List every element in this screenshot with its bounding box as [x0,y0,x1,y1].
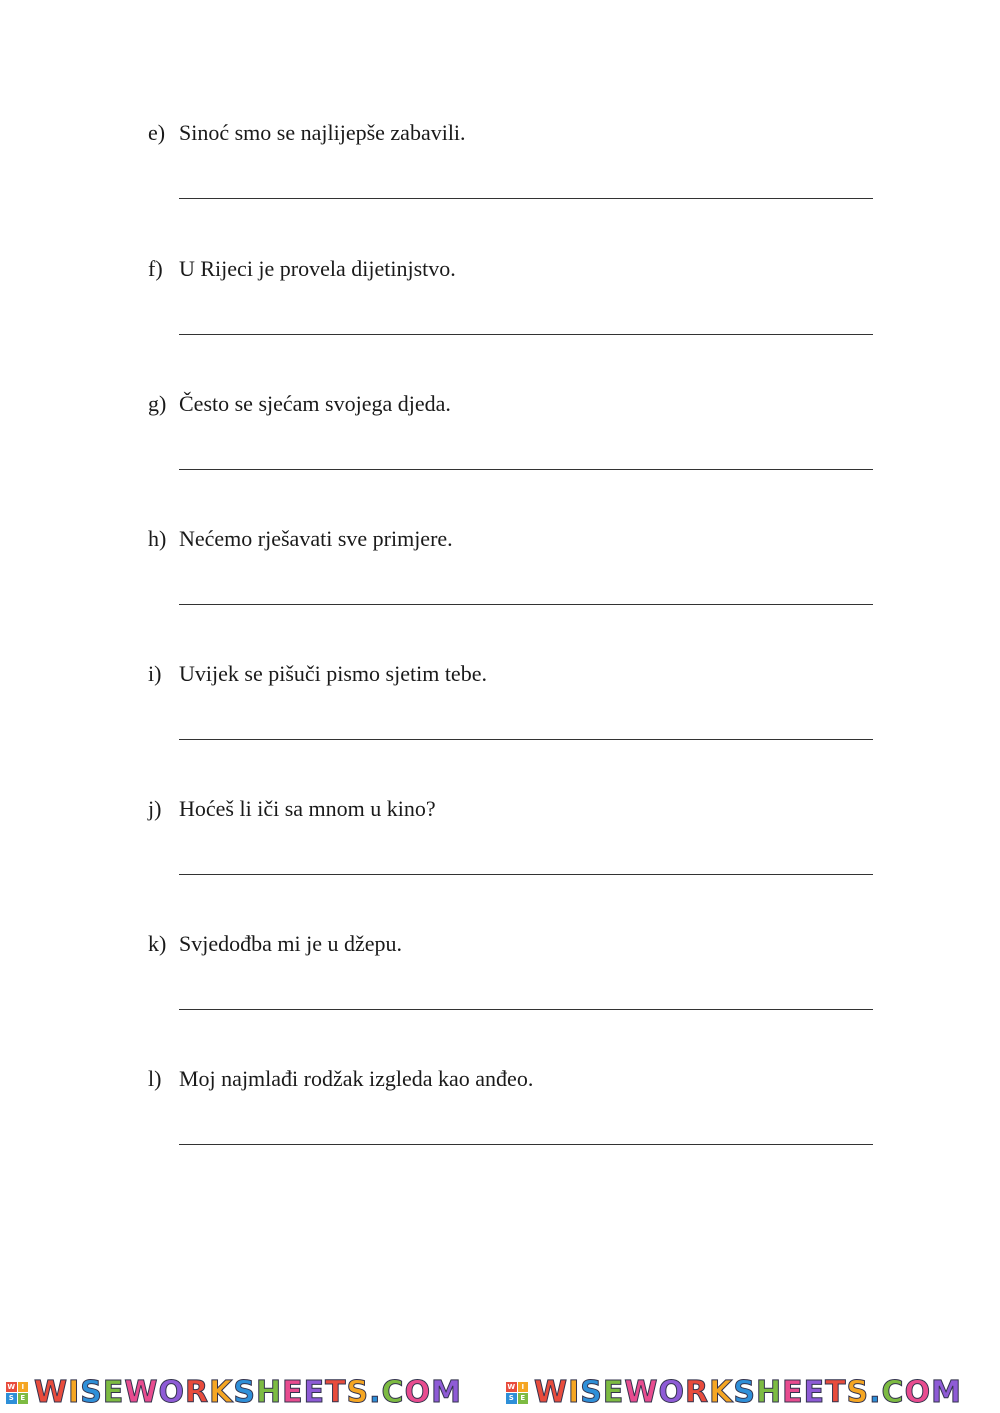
brand-logo [6,1382,28,1404]
brand-letter: E [282,1375,304,1410]
brand-letter: E [102,1375,125,1410]
item-sentence: Često se sjećam svojega djeda. [179,391,451,416]
brand-letter: I [568,1375,581,1410]
brand-letter: . [869,1375,882,1410]
answer-line[interactable] [179,874,873,875]
answer-line[interactable] [179,469,873,470]
item-letter: i) [148,661,162,686]
exercise-item-e [148,120,888,146]
logo-tile: I [518,1382,529,1393]
brand-letter: S [846,1375,870,1410]
footer-watermark [0,1372,1000,1413]
brand-letter: W [34,1375,69,1410]
logo-tile: S [506,1393,517,1404]
brand-letter: O [904,1375,932,1410]
exercise-item-i [148,661,888,687]
brand-letter: H [755,1375,783,1410]
brand-logo [506,1382,528,1404]
brand-letter: S [80,1375,103,1410]
brand-letter: W [124,1375,159,1410]
brand-letter: W [624,1375,659,1410]
brand-letter: S [733,1375,756,1410]
exercise-item-k [148,931,888,957]
item-letter: f) [148,256,163,281]
item-sentence: Hoćeš li iči sa mnom u kino? [179,796,436,821]
brand-letter: S [346,1375,370,1410]
exercise-item-j [148,796,888,822]
brand-name [34,1372,462,1413]
logo-tile: W [7,1382,16,1391]
brand-letter: H [255,1375,283,1410]
brand-letter: E [782,1375,804,1410]
brand-letter: I [68,1375,81,1410]
brand-text [534,1372,962,1413]
brand-letter: S [233,1375,256,1410]
item-sentence: Moj najmlađi rodžak izgleda kao anđeo. [179,1066,534,1091]
answer-line[interactable] [179,334,873,335]
item-sentence: Uvijek se pišuči pismo sjetim tebe. [179,661,487,686]
brand-letter: M [431,1375,462,1410]
brand-letter: R [184,1375,210,1410]
item-sentence: Nećemo rješavati sve primjere. [179,526,453,551]
brand-letter: T [325,1375,347,1410]
brand-letter: . [369,1375,382,1410]
answer-line[interactable] [179,1009,873,1010]
brand-letter: O [404,1375,432,1410]
brand-watermark [0,1372,500,1413]
item-letter: e) [148,120,166,145]
answer-line[interactable] [179,604,873,605]
brand-letter: M [931,1375,962,1410]
answer-line[interactable] [179,198,873,199]
logo-tile: E [518,1393,529,1404]
item-letter: l) [148,1066,162,1091]
brand-letter: E [602,1375,625,1410]
logo-tile: I [18,1382,29,1393]
item-letter: g) [148,391,167,416]
answer-line[interactable] [179,739,873,740]
brand-letter: O [158,1375,185,1410]
brand-text [34,1372,462,1413]
item-sentence: Sinoć smo se najlijepše zabavili. [179,120,466,145]
brand-letter: C [881,1375,905,1410]
brand-letter: K [709,1375,734,1410]
brand-letter: O [658,1375,685,1410]
logo-tile: W [507,1382,516,1391]
item-letter: h) [148,526,167,551]
brand-watermark [500,1372,1000,1413]
brand-letter: R [684,1375,710,1410]
item-sentence: U Rijeci je provela dijetinjstvo. [179,256,456,281]
brand-letter: K [209,1375,234,1410]
exercise-item-g [148,391,888,417]
brand-letter: C [381,1375,405,1410]
exercise-item-h [148,526,888,552]
item-letter: k) [148,931,167,956]
answer-line[interactable] [179,1144,873,1145]
exercise-item-l [148,1066,888,1092]
logo-tile: E [18,1393,29,1404]
exercise-item-f [148,256,888,282]
brand-letter: S [580,1375,603,1410]
item-sentence: Svjedođba mi je u džepu. [179,931,403,956]
brand-name [534,1372,962,1413]
brand-letter: W [534,1375,569,1410]
item-letter: j) [148,796,162,821]
logo-tile: S [6,1393,17,1404]
brand-letter: E [803,1375,826,1410]
brand-letter: T [825,1375,847,1410]
brand-letter: E [303,1375,326,1410]
